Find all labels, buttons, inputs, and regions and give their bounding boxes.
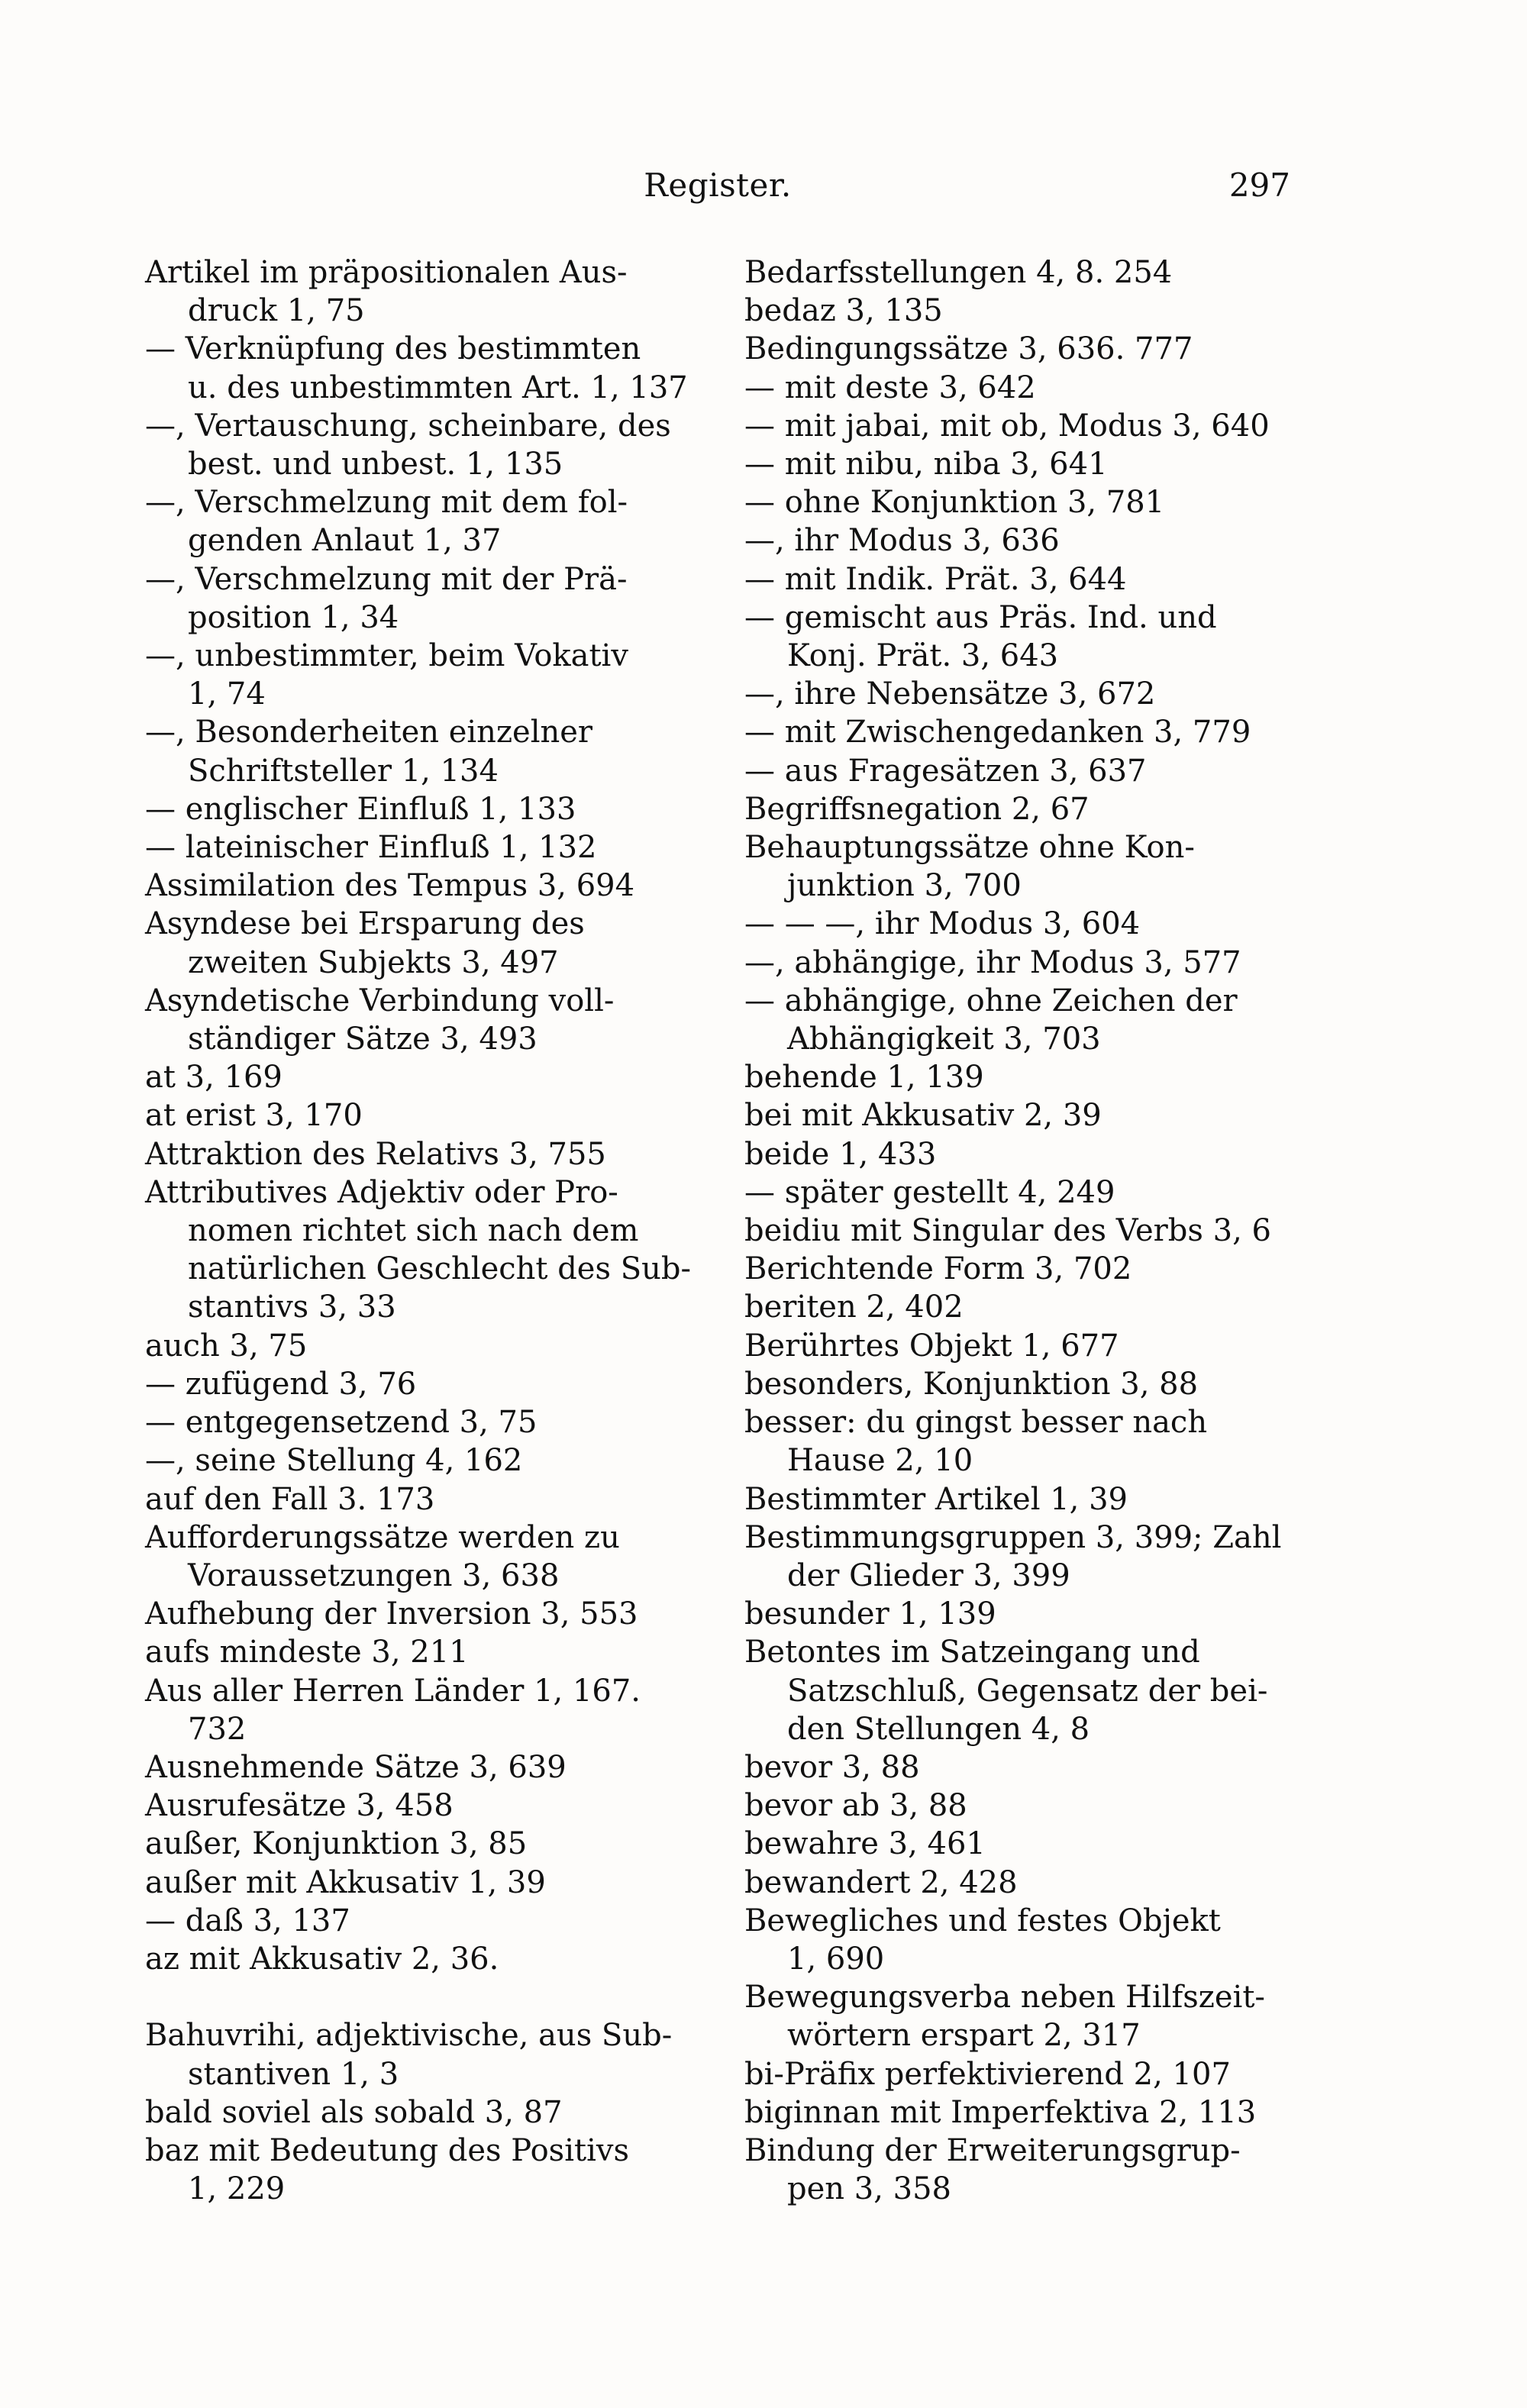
index-entry <box>744 369 1302 407</box>
page-header <box>145 166 1290 212</box>
index-entry <box>744 1250 1302 1288</box>
index-entry <box>744 330 1302 368</box>
index-entry-line: 1, 229 <box>188 2171 286 2207</box>
index-entry-line: Bedarfsstellungen 4, 8. 254 <box>744 255 1173 290</box>
index-entry <box>744 1480 1302 1519</box>
index-entry-line: außer mit Akkusativ 1, 39 <box>145 1864 546 1900</box>
index-entry-line: bewandert 2, 428 <box>744 1864 1018 1900</box>
index-entry-line: —, unbestimmter, beim Vokativ <box>145 638 628 674</box>
index-entry <box>145 713 702 789</box>
index-entry-line: — abhängige, ohne Zeichen der <box>744 983 1238 1018</box>
index-entry <box>744 2093 1302 2132</box>
index-entry-line: Attributives Adjektiv oder Pro- <box>145 1174 618 1210</box>
index-entry <box>744 2132 1302 2208</box>
index-entry-line: besunder 1, 139 <box>744 1596 996 1632</box>
index-entry <box>744 790 1302 828</box>
index-entry-line: — gemischt aus Präs. Ind. und <box>744 599 1217 635</box>
index-entry-line: den Stellungen 4, 8 <box>787 1711 1090 1747</box>
index-entry <box>145 1519 702 1595</box>
index-entry-line: — ohne Konjunktion 3, 781 <box>744 485 1165 521</box>
index-entry-line: —, Vertauschung, scheinbare, des <box>145 408 671 444</box>
index-entry-line: junktion 3, 700 <box>787 868 1022 904</box>
index-entry-line: bewahre 3, 461 <box>744 1826 986 1862</box>
index-entry <box>145 637 702 713</box>
index-entry <box>744 445 1302 483</box>
index-entry-line: Voraussetzungen 3, 638 <box>188 1557 560 1593</box>
index-entry <box>744 944 1302 982</box>
index-entry-line: baz mit Bedeutung des Positivs <box>145 2132 629 2168</box>
index-entry <box>145 330 702 406</box>
index-entry-line: biginnan mit Imperfektiva 2, 113 <box>744 2094 1257 2130</box>
index-entry <box>744 253 1302 292</box>
index-entry-line: Behauptungssätze ohne Kon- <box>744 830 1195 866</box>
index-entry <box>145 560 702 637</box>
index-entry-line: bi-Präfix perfektivierend 2, 107 <box>744 2056 1231 2092</box>
index-entry-line: Bestimmter Artikel 1, 39 <box>744 1481 1128 1517</box>
index-column-right <box>744 253 1302 2208</box>
index-entry-line: auch 3, 75 <box>145 1328 308 1364</box>
index-entry-line: auf den Fall 3. 173 <box>145 1481 435 1517</box>
index-entry <box>744 828 1302 905</box>
index-entry-line: Asyndese bei Ersparung des <box>145 906 585 942</box>
index-entry-line: — daß 3, 137 <box>145 1903 350 1938</box>
index-entry <box>744 1978 1302 2055</box>
index-entry-line: stantiven 1, 3 <box>188 2056 399 2092</box>
index-entry-line: Bestimmungsgruppen 3, 399; Zahl <box>744 1519 1282 1555</box>
index-entry-line: Abhängigkeit 3, 703 <box>787 1022 1101 1057</box>
index-entry <box>744 1633 1302 1748</box>
index-entry-line: — mit nibu, niba 3, 641 <box>744 447 1108 483</box>
index-entry-line: aufs mindeste 3, 211 <box>145 1635 469 1670</box>
index-entry <box>145 253 702 330</box>
index-entry <box>145 1595 702 1633</box>
index-entry-line: bevor 3, 88 <box>744 1749 920 1785</box>
index-entry-line: Betontes im Satzeingang und <box>744 1635 1200 1670</box>
index-entry <box>744 713 1302 751</box>
index-entry-line: nomen richtet sich nach dem <box>188 1213 639 1249</box>
index-entry <box>744 1288 1302 1326</box>
index-entry-line: Begriffsnegation 2, 67 <box>744 791 1090 827</box>
index-entry <box>744 1748 1302 1787</box>
index-entry <box>744 1058 1302 1096</box>
index-entry-line: behende 1, 139 <box>744 1060 984 1096</box>
index-entry <box>744 1825 1302 1863</box>
index-entry <box>145 1096 702 1135</box>
index-entry-line: — lateinischer Einfluß 1, 132 <box>145 830 597 866</box>
index-entry-line: bald soviel als sobald 3, 87 <box>145 2094 563 2130</box>
index-entry <box>744 1327 1302 1365</box>
index-entry-line: —, seine Stellung 4, 162 <box>145 1443 523 1479</box>
index-entry <box>145 1327 702 1365</box>
index-entry-line: beriten 2, 402 <box>744 1290 964 1325</box>
index-entry-line: — zufügend 3, 76 <box>145 1366 417 1402</box>
index-entry <box>145 1058 702 1096</box>
index-entry <box>145 982 702 1058</box>
index-entry-line: Ausnehmende Sätze 3, 639 <box>145 1749 567 1785</box>
index-entry <box>145 1864 702 1902</box>
index-entry-line: —, Besonderheiten einzelner <box>145 715 593 750</box>
index-entry-line: Konj. Prät. 3, 643 <box>787 638 1059 674</box>
page-number: 297 <box>1228 166 1290 204</box>
index-entry-line: Aus aller Herren Länder 1, 167. <box>145 1673 641 1709</box>
index-entry <box>145 2093 702 2132</box>
index-entry-line <box>145 1978 702 2016</box>
index-entry-line: —, ihr Modus 3, 636 <box>744 523 1060 559</box>
index-entry <box>744 982 1302 1058</box>
index-entry-line: stantivs 3, 33 <box>188 1290 396 1325</box>
index-entry-line: — Verknüpfung des bestimmten <box>145 331 641 367</box>
index-entry <box>744 1365 1302 1403</box>
index-entry-line: Bindung der Erweiterungsgrup- <box>744 2132 1241 2168</box>
index-entry <box>744 483 1302 521</box>
index-entry-line: wörtern erspart 2, 317 <box>787 2018 1141 2054</box>
index-entry-line: —, Verschmelzung mit der Prä- <box>145 561 628 597</box>
index-entry <box>744 1902 1302 1978</box>
index-entry <box>744 292 1302 330</box>
index-entry-line: Satzschluß, Gegensatz der bei- <box>787 1673 1268 1709</box>
index-entry-line: ständiger Sätze 3, 493 <box>188 1022 538 1057</box>
index-entry <box>744 1135 1302 1173</box>
index-entry-line: bedaz 3, 135 <box>744 293 943 329</box>
index-entry-line: best. und unbest. 1, 135 <box>188 447 563 483</box>
index-entry-line: Bedingungssätze 3, 636. 777 <box>744 331 1193 367</box>
index-entry-line: der Glieder 3, 399 <box>787 1557 1070 1593</box>
index-entry <box>145 1403 702 1441</box>
index-entry <box>145 1825 702 1863</box>
index-entry <box>744 1595 1302 1633</box>
index-entry-line: — mit Indik. Prät. 3, 644 <box>744 561 1127 597</box>
index-entry <box>145 1672 702 1748</box>
index-entry <box>744 407 1302 445</box>
index-entry-line: 1, 74 <box>188 676 266 712</box>
index-entry <box>145 1173 702 1327</box>
index-entry-line: Asyndetische Verbindung voll- <box>145 983 615 1018</box>
index-entry <box>744 521 1302 560</box>
index-entry-line: Assimilation des Tempus 3, 694 <box>145 868 635 904</box>
index-entry-line: beide 1, 433 <box>744 1136 937 1172</box>
index-entry-line: Berichtende Form 3, 702 <box>744 1251 1132 1287</box>
index-entry-line: — mit deste 3, 642 <box>744 370 1036 405</box>
index-entry <box>145 867 702 905</box>
index-entry <box>145 1441 702 1480</box>
index-entry-line: besser: du gingst besser nach <box>744 1405 1208 1441</box>
index-entry-line: Bahuvrihi, adjektivische, aus Sub- <box>145 2018 673 2054</box>
index-entry <box>744 1787 1302 1825</box>
index-entry-line: position 1, 34 <box>188 599 399 635</box>
index-entry-line: — später gestellt 4, 249 <box>744 1174 1115 1210</box>
index-entry <box>744 2055 1302 2093</box>
index-entry <box>744 675 1302 713</box>
index-entry-line: zweiten Subjekts 3, 497 <box>188 944 559 980</box>
index-entry-line: az mit Akkusativ 2, 36. <box>145 1941 499 1977</box>
index-entry <box>744 752 1302 790</box>
index-entry-line: — mit jabai, mit ob, Modus 3, 640 <box>744 408 1270 444</box>
index-entry <box>145 483 702 560</box>
index-entry-line: — — —, ihr Modus 3, 604 <box>744 906 1141 942</box>
index-entry <box>744 1212 1302 1250</box>
index-entry-line: Ausrufesätze 3, 458 <box>145 1788 454 1824</box>
index-entry-line: 732 <box>188 1711 247 1747</box>
index-entry-line: —, ihre Nebensätze 3, 672 <box>744 676 1156 712</box>
index-entry <box>145 1978 702 2016</box>
index-entry-line: — entgegensetzend 3, 75 <box>145 1405 538 1441</box>
index-entry <box>145 790 702 828</box>
index-entry-line: außer, Konjunktion 3, 85 <box>145 1826 528 1862</box>
index-entry-line: natürlichen Geschlecht des Sub- <box>188 1251 692 1287</box>
index-entry <box>145 407 702 483</box>
index-entry-line: Hause 2, 10 <box>787 1443 973 1479</box>
index-entry <box>145 1748 702 1787</box>
index-entry <box>744 560 1302 599</box>
index-entry-line: bei mit Akkusativ 2, 39 <box>744 1098 1102 1134</box>
index-entry-line: beidiu mit Singular des Verbs 3, 6 <box>744 1213 1271 1249</box>
index-entry-line: u. des unbestimmten Art. 1, 137 <box>188 370 688 405</box>
index-entry <box>145 2016 702 2093</box>
index-entry <box>744 1864 1302 1902</box>
index-entry-line: pen 3, 358 <box>787 2171 951 2207</box>
index-entry <box>145 1480 702 1519</box>
page-title: Register. <box>644 166 792 204</box>
index-entry-line: 1, 690 <box>787 1941 885 1977</box>
index-entry-line: genden Anlaut 1, 37 <box>188 523 502 559</box>
index-entry-line: — mit Zwischengedanken 3, 779 <box>744 715 1251 750</box>
index-entry <box>744 905 1302 943</box>
index-entry-line: Aufhebung der Inversion 3, 553 <box>145 1596 638 1632</box>
index-entry-line: at erist 3, 170 <box>145 1098 363 1134</box>
index-entry-line: Schriftsteller 1, 134 <box>188 753 499 789</box>
index-entry-line: Artikel im präpositionalen Aus- <box>145 255 628 290</box>
index-entry-line: at 3, 169 <box>145 1060 282 1096</box>
index-entry-line: besonders, Konjunktion 3, 88 <box>744 1366 1199 1402</box>
index-entry-line: —, Verschmelzung mit dem fol- <box>145 485 628 521</box>
index-entry-line: —, abhängige, ihr Modus 3, 577 <box>744 944 1241 980</box>
index-entry-line: druck 1, 75 <box>188 293 365 329</box>
index-entry <box>145 905 702 981</box>
index-entry <box>744 1403 1302 1480</box>
index-entry-line: Attraktion des Relativs 3, 755 <box>145 1136 606 1172</box>
index-entry <box>145 1135 702 1173</box>
index-entry <box>145 2132 702 2208</box>
index-column-left <box>145 253 702 2208</box>
index-entry <box>145 828 702 867</box>
index-entry <box>744 1096 1302 1135</box>
index-entry-line: — englischer Einfluß 1, 133 <box>145 791 576 827</box>
index-entry-line: Aufforderungssätze werden zu <box>145 1519 620 1555</box>
index-entry <box>744 1519 1302 1595</box>
index-entry <box>145 1902 702 1940</box>
index-entry <box>744 599 1302 675</box>
index-entry-line: Bewegliches und festes Objekt <box>744 1903 1221 1938</box>
index-entry <box>145 1787 702 1825</box>
index-entry <box>145 1365 702 1403</box>
index-entry-line: Berührtes Objekt 1, 677 <box>744 1328 1119 1364</box>
index-entry-line: bevor ab 3, 88 <box>744 1788 967 1824</box>
index-entry <box>145 1633 702 1671</box>
index-entry-line: Bewegungsverba neben Hilfszeit- <box>744 1980 1265 2016</box>
index-entry-line: — aus Fragesätzen 3, 637 <box>744 753 1147 789</box>
index-entry <box>744 1173 1302 1212</box>
index-entry <box>145 1940 702 1978</box>
